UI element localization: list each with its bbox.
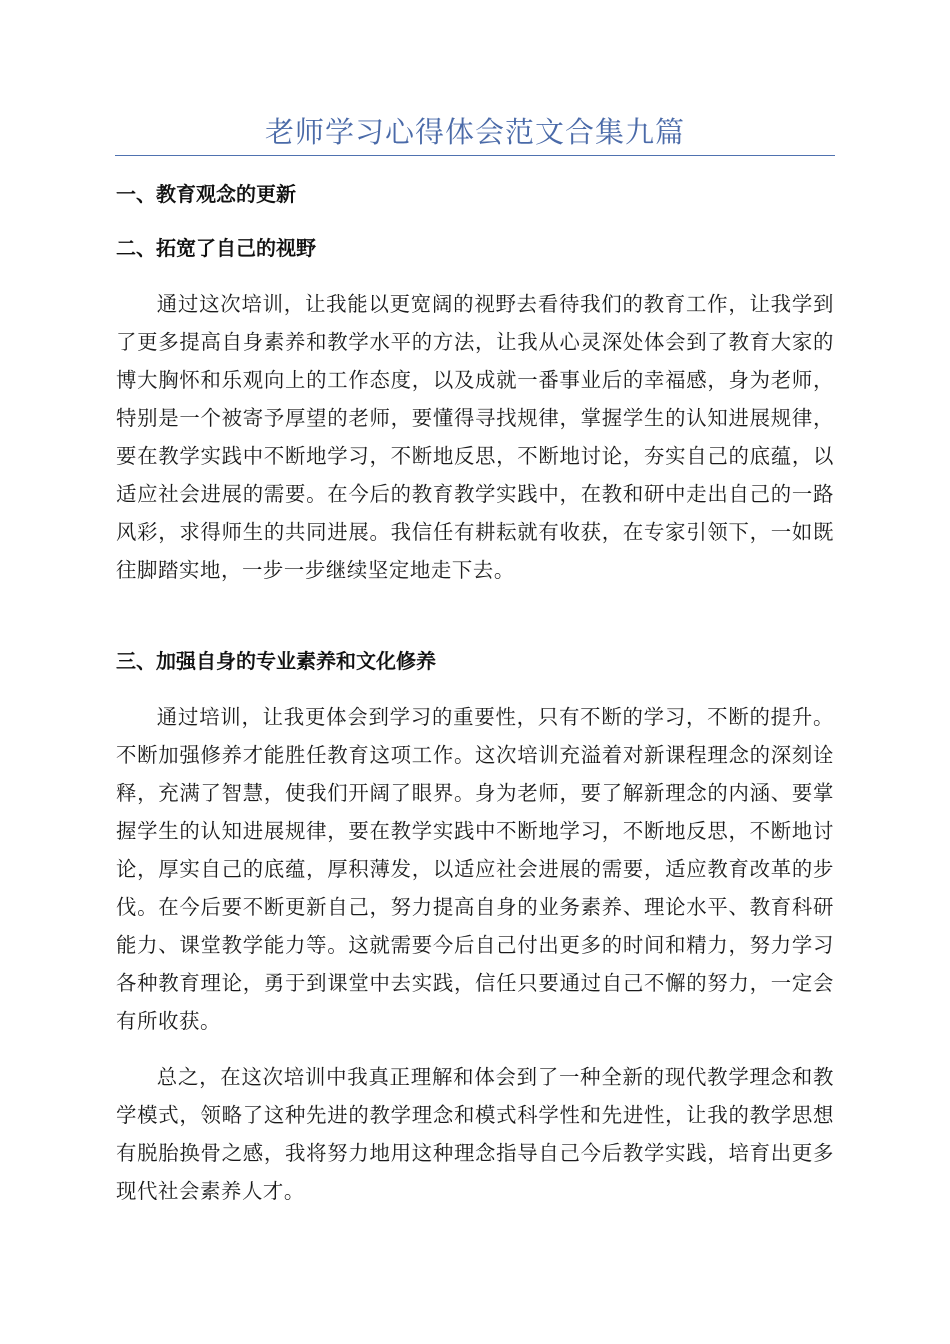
title-underline (115, 155, 835, 156)
section-heading-2: 二、拓宽了自己的视野 (116, 236, 316, 260)
section-heading-3: 三、加强自身的专业素养和文化修养 (116, 649, 436, 673)
section-paragraph-2: 通过这次培训，让我能以更宽阔的视野去看待我们的教育工作，让我学到了更多提高自身素养和教学水平的方法，让我从心灵深处体会到了教育大家的博大胸怀和乐观向上的工作态度，以及成就一番事业后的幸福感，身为老师，特别是一个被寄予厚望的老师，要懂得寻找规律，掌握学生的认知进展规律，要在教学实践中不断地学习，不断地反思，不断地讨论，夯实自己的底蕴，以适应社会进展的需要。在今后的教育教学实践中，在教和研中走出自己的一路风彩，求得师生的共同进展。我信任有耕耘就有收获，在专家引领下，一如既往脚踏实地，一步一步继续坚定地走下去。 (116, 292, 834, 582)
section-heading-1: 一、教育观念的更新 (116, 182, 296, 206)
conclusion-paragraph: 总之，在这次培训中我真正理解和体会到了一种全新的现代教学理念和教学模式，领略了这种先进的教学理念和模式科学性和先进性，让我的教学思想有脱胎换骨之感，我将努力地用这种理念指导自己今后教学实践，培育出更多现代社会素养人才。 (116, 1065, 834, 1203)
section-paragraph-3: 通过培训，让我更体会到学习的重要性，只有不断的学习，不断的提升。不断加强修养才能胜任教育这项工作。这次培训充溢着对新课程理念的深刻诠释，充满了智慧，使我们开阔了眼界。身为老师，要了解新理念的内涵、要掌握学生的认知进展规律，要在教学实践中不断地学习，不断地反思，不断地讨论，厚实自己的底蕴，厚积薄发，以适应社会进展的需要，适应教育改革的步伐。在今后要不断更新自己，努力提高自身的业务素养、理论水平、教育科研能力、课堂教学能力等。这就需要今后自己付出更多的时间和精力，努力学习各种教育理论，勇于到课堂中去实践，信任只要通过自己不懈的努力，一定会有所收获。 (116, 705, 834, 1033)
document-title: 老师学习心得体会范文合集九篇 (264, 115, 685, 149)
